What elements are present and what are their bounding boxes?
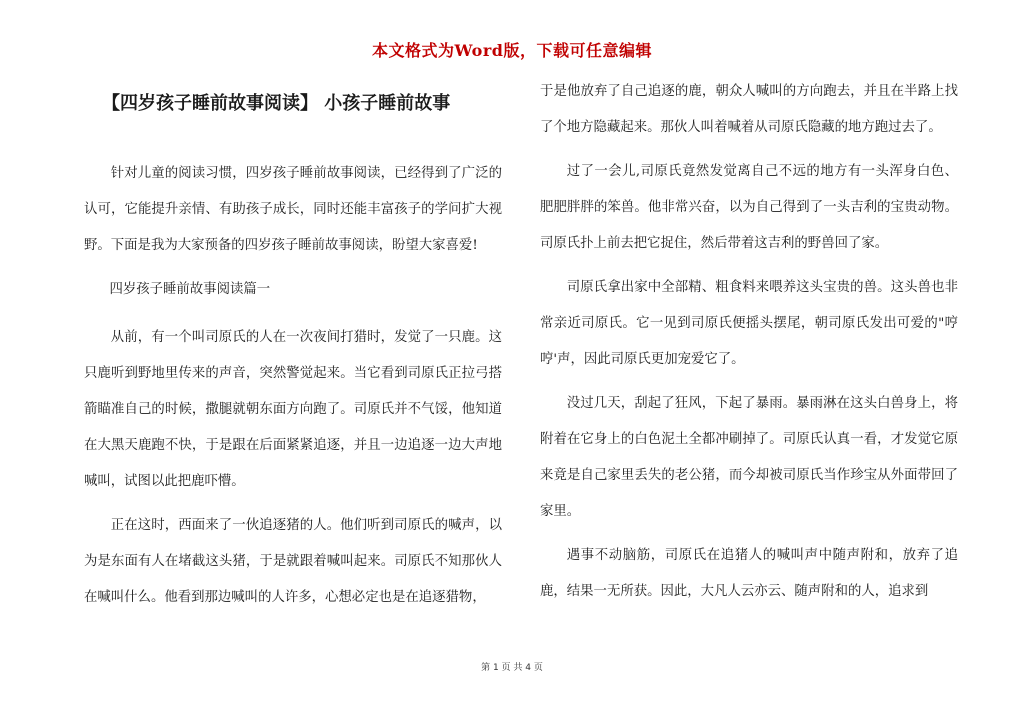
- word-format-banner: 本文格式为Word版，下载可任意编辑: [372, 41, 652, 60]
- story-paragraph: 没过几天，刮起了狂风，下起了暴雨。暴雨淋在这头白兽身上，将附着在它身上的白色泥土全都冲刷掉了。司原氏认真一看，才发觉它原来竟是自己家里丢失的老公猪，而今却被司原氏当作珍宝从外面带回了家里。: [540, 396, 958, 519]
- story-paragraph: 于是他放弃了自己追逐的鹿，朝众人喊叫的方向跑去，并且在半路上找了个地方隐藏起来。那伙人叫着喊着从司原氏隐藏的地方跑过去了。: [540, 84, 958, 135]
- story-paragraph: 从前，有一个叫司原氏的人在一次夜间打猎时，发觉了一只鹿。这只鹿听到野地里传来的声音，突然警觉起来。当它看到司原氏正拉弓搭箭瞄准自己的时候，撒腿就朝东面方向跑了。司原氏并不气馁，他知道在大黑天鹿跑不快，于是跟在后面紧紧追逐，并且一边追逐一边大声地喊叫，试图以此把鹿吓懵。: [84, 330, 502, 489]
- left-column: [84, 82, 502, 624]
- right-column: [540, 74, 958, 618]
- story-paragraph: 司原氏拿出家中全部精、粗食料来喂养这头宝贵的兽。这头兽也非常亲近司原氏。它一见到司原氏便摇头摆尾，朝司原氏发出可爱的"哼哼'声，因此司原氏更加宠爱它了。: [540, 280, 958, 367]
- story-paragraph: 正在这时，西面来了一伙追逐猪的人。他们听到司原氏的喊声，以为是东面有人在堵截这头猪，于是就跟着喊叫起来。司原氏不知那伙人在喊叫什么。他看到那边喊叫的人许多，心想必定也是在追逐猎物，: [84, 518, 502, 605]
- page-number-footer: 第 1 页 共 4 页: [481, 663, 543, 673]
- section-heading: 四岁孩子睡前故事阅读篇一: [109, 282, 271, 297]
- page-title: 【四岁孩子睡前故事阅读】 小孩子睡前故事: [102, 93, 451, 114]
- story-paragraph: 过了一会儿,司原氏竟然发觉离自己不远的地方有一头浑身白色、肥肥胖胖的笨兽。他非常兴奋，以为自己得到了一头吉利的宝贵动物。司原氏扑上前去把它捉住，然后带着这吉利的野兽回了家。: [540, 164, 958, 251]
- intro-paragraph: 针对儿童的阅读习惯，四岁孩子睡前故事阅读，已经得到了广泛的认可，它能提升亲情、有助孩子成长，同时还能丰富孩子的学问扩大视野。下面是我为大家预备的四岁孩子睡前故事阅读，盼望大家喜爱!: [84, 166, 502, 253]
- story-paragraph: 遇事不动脑筋，司原氏在追猪人的喊叫声中随声附和，放弃了追鹿，结果一无所获。因此，大凡人云亦云、随声附和的人，追求到: [540, 548, 958, 599]
